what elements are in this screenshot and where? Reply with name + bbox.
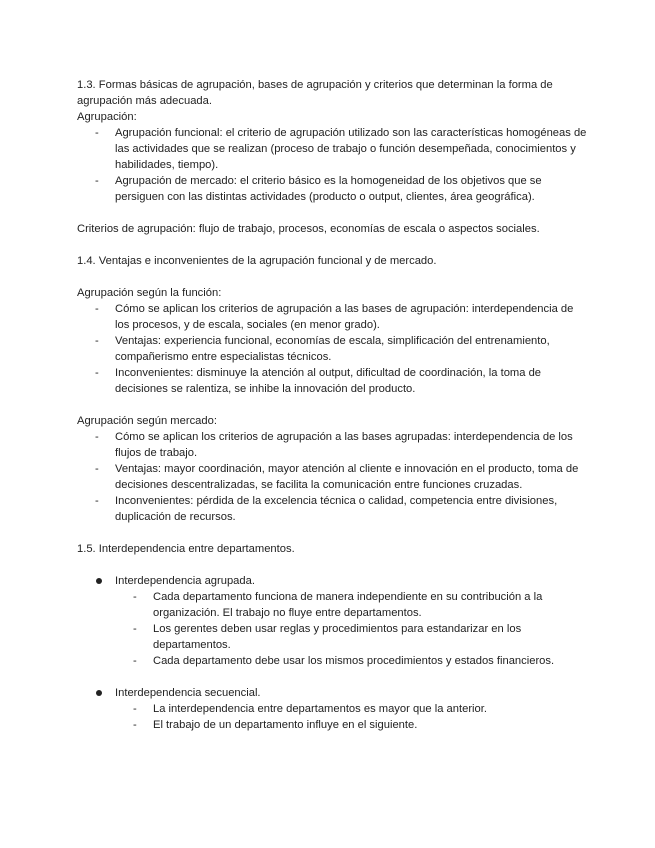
list-item: - La interdependencia entre departamentos es mayor que la anterior. bbox=[153, 701, 587, 717]
agrupacion-label: Agrupación: bbox=[77, 111, 137, 123]
list-item: - Cada departamento debe usar los mismos procedimientos y estados financieros. bbox=[153, 653, 587, 669]
bullet-label: Interdependencia agrupada. bbox=[115, 575, 255, 587]
list-item: - Ventajas: experiencia funcional, economías de escala, simplificación del entrenamiento, compañerismo entre especialistas técnicos. bbox=[115, 333, 587, 365]
mercado-list bbox=[77, 429, 587, 525]
funcion-list bbox=[77, 301, 587, 397]
bullet-label: Interdependencia secuencial. bbox=[115, 687, 261, 699]
bullet-item-secuencial bbox=[115, 685, 587, 733]
criterios-paragraph: Criterios de agrupación: flujo de trabajo, procesos, economías de escala o aspectos sociales. bbox=[77, 223, 540, 235]
list-item: - Inconvenientes: disminuye la atención al output, dificultad de coordinación, la toma de decisiones se ralentiza, se inhibe la innovación del producto. bbox=[115, 365, 587, 397]
agrupacion-list bbox=[77, 125, 587, 205]
document-body bbox=[77, 77, 587, 733]
list-item: - Agrupación de mercado: el criterio básico es la homogeneidad de los objetivos que se persiguen con las distintas actividades (producto o output, clientes, área geográfica). bbox=[115, 173, 587, 205]
funcion-label: Agrupación según la función: bbox=[77, 287, 222, 299]
agrupada-sublist bbox=[115, 589, 587, 669]
section-1-5-heading: 1.5. Interdependencia entre departamentos. bbox=[77, 543, 295, 555]
list-item: - El trabajo de un departamento influye en el siguiente. bbox=[153, 717, 587, 733]
section-1-4-heading: 1.4. Ventajas e inconvenientes de la agrupación funcional y de mercado. bbox=[77, 255, 437, 267]
list-item: - Cómo se aplican los criterios de agrupación a las bases agrupadas: interdependencia de los flujos de trabajo. bbox=[115, 429, 587, 461]
interdependencia-list bbox=[77, 573, 587, 733]
list-item: - Ventajas: mayor coordinación, mayor atención al cliente e innovación en el producto, toma de decisiones descentralizadas, se facilita la comunicación entre funciones cruzadas. bbox=[115, 461, 587, 493]
bullet-item-agrupada bbox=[115, 573, 587, 669]
list-item: - Los gerentes deben usar reglas y procedimientos para estandarizar en los departamentos. bbox=[153, 621, 587, 653]
bullet-icon bbox=[96, 578, 102, 584]
section-1-3-heading: 1.3. Formas básicas de agrupación, bases de agrupación y criterios que determinan la forma de agrupación más adecuada. bbox=[77, 79, 553, 107]
list-item: - Cada departamento funciona de manera independiente en su contribución a la organización. El trabajo no fluye entre departamentos. bbox=[153, 589, 587, 621]
list-item: - Inconvenientes: pérdida de la excelencia técnica o calidad, competencia entre divisiones, duplicación de recursos. bbox=[115, 493, 587, 525]
list-item: - Agrupación funcional: el criterio de agrupación utilizado son las características homogéneas de las actividades que se realizan (proceso de trabajo o función desempeñada, conocimientos y habilidades, tiempo). bbox=[115, 125, 587, 173]
list-item: - Cómo se aplican los criterios de agrupación a las bases de agrupación: interdependencia de los procesos, y de escala, sociales (en menor grado). bbox=[115, 301, 587, 333]
bullet-icon bbox=[96, 690, 102, 696]
secuencial-sublist bbox=[115, 701, 587, 733]
mercado-label: Agrupación según mercado: bbox=[77, 415, 217, 427]
